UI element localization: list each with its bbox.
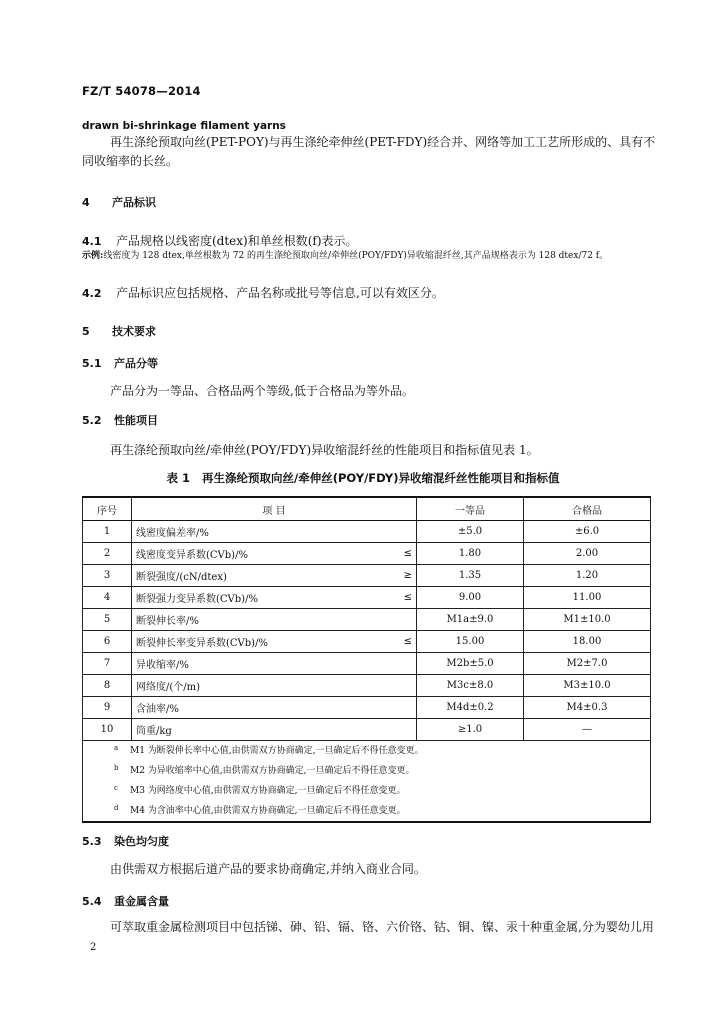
table-row: 10 筒重/kg ≥1.0 — [83,719,651,741]
table-note: d M4 为含油率中心值,由供需双方协商确定,一旦确定后不得任意变更。 [114,804,406,816]
section-4-heading: 4 产品标识 [82,196,156,209]
page-number: 2 [90,942,97,953]
clause-5-1-text: 产品分为一等品、合格品两个等级,低于合格品为等外品。 [110,384,414,398]
definition-paragraph: 再生涤纶预取向丝(PET-POY)与再生涤纶牵伸丝(PET-FDY)经合并、网络等加工工艺所形成的、具有不同收缩率的长丝。 [82,135,656,168]
example-note: 示例:线密度为 128 dtex,单丝根数为 72 的再生涤纶预取向丝/牵伸丝(POY/FDY)异收缩混纤丝,其产品规格表示为 128 dtex/72 f。 [82,251,609,261]
table-row: 2 线密度变异系数(CVb)/% ≤ 1.80 2.00 [83,543,651,565]
clause-4-2: 4.2 产品标识应包括规格、产品名称或批号等信息,可以有效区分。 [82,286,444,300]
clause-5-4-text: 可萃取重金属检测项目中包括锑、砷、铅、镉、铬、六价铬、钴、铜、镍、汞十种重金属,分为婴幼儿用 [110,920,654,934]
table-row: 3 断裂强度/(cN/dtex) ≥ 1.35 1.20 [83,565,651,587]
standard-code: FZ/T 54078—2014 [82,84,201,98]
section-5-heading: 5 技术要求 [82,325,156,338]
clause-5-2-text: 再生涤纶预取向丝/牵伸丝(POY/FDY)异收缩混纤丝的性能项目和指标值见表 1。 [110,443,539,457]
table-caption: 表 1 再生涤纶预取向丝/牵伸丝(POY/FDY)异收缩混纤丝性能项目和指标值 [166,471,560,485]
table-note: c M3 为网络度中心值,由供需双方协商确定,一旦确定后不得任意变更。 [114,784,406,796]
clause-5-1-heading: 5.1 产品分等 [82,357,158,370]
clause-5-2-heading: 5.2 性能项目 [82,414,158,427]
table-note: b M2 为异收缩率中心值,由供需双方协商确定,一旦确定后不得任意变更。 [114,764,415,776]
table-notes [83,741,651,823]
table-row: 5 断裂伸长率/% M1a±9.0 M1±10.0 [83,609,651,631]
header-cell: 合格品 [524,497,651,521]
clause-5-3-text: 由供需双方根据后道产品的要求协商确定,并纳入商业合同。 [110,862,426,876]
table-row: 8 网络度/(个/m) M3c±8.0 M3±10.0 [83,675,651,697]
clause-4-1: 4.1 产品规格以线密度(dtex)和单丝根数(f)表示。 [82,234,358,248]
header-cell: 项 目 [132,497,417,521]
table-row: 4 断裂强力变异系数(CVb)/% ≤ 9.00 11.00 [83,587,651,609]
header-cell: 一等品 [417,497,524,521]
clause-5-4-heading: 5.4 重金属含量 [82,895,169,908]
table-row: 7 异收缩率/% M2b±5.0 M2±7.0 [83,653,651,675]
table-row: 9 含油率/% M4d±0.2 M4±0.3 [83,697,651,719]
table-notes-row [83,741,651,823]
english-term: drawn bi-shrinkage filament yarns [82,120,286,132]
table-note: a M1 为断裂伸长率中心值,由供需双方协商确定,一旦确定后不得任意变更。 [114,744,424,756]
table-row: 1 线密度偏差率/% ±5.0 ±6.0 [83,521,651,543]
performance-table [82,496,651,823]
clause-5-3-heading: 5.3 染色均匀度 [82,835,169,848]
table-row: 6 断裂伸长率变异系数(CVb)/% ≤ 15.00 18.00 [83,631,651,653]
table-header-row [83,497,651,521]
header-cell: 序号 [83,497,132,521]
